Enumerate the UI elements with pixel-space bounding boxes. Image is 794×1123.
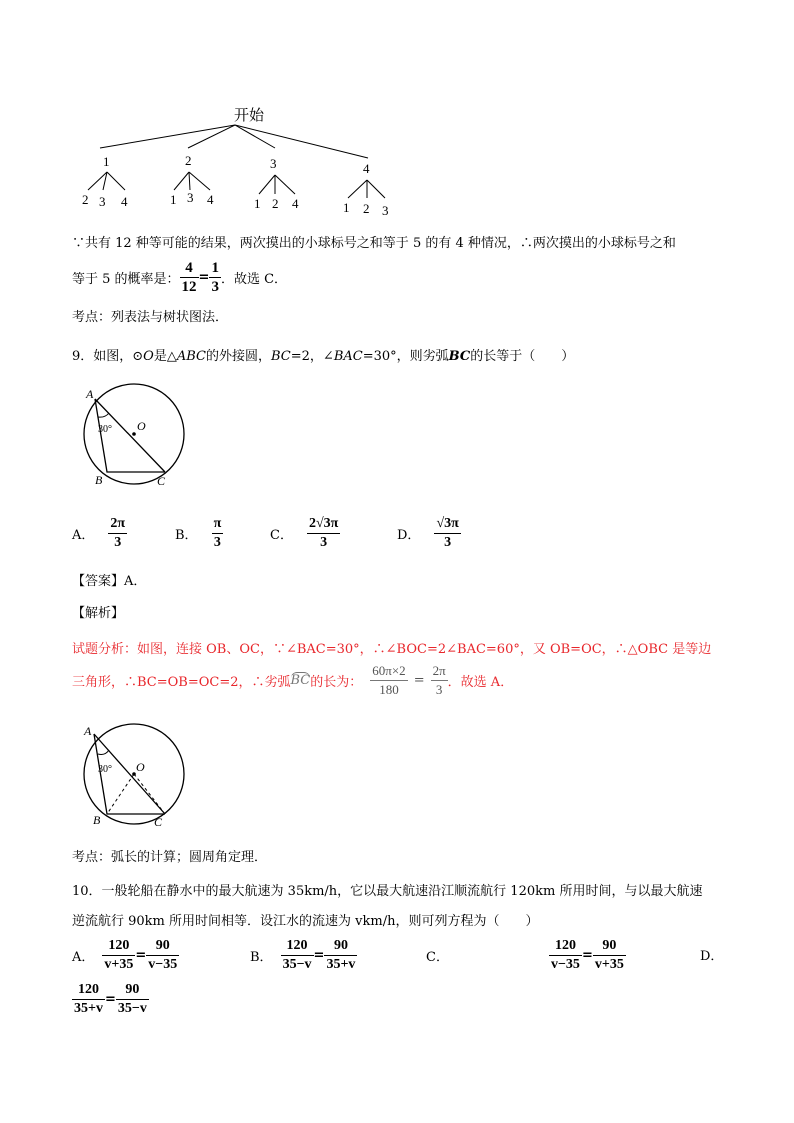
fraction-numerator: 60π×2 — [370, 662, 407, 681]
q9-analysis-line2 — [72, 660, 513, 700]
point-A-label: A — [86, 387, 94, 401]
analysis-arc: BC — [290, 673, 311, 688]
tree-leaf: 1 — [170, 192, 177, 207]
equals-sign: = — [104, 991, 116, 1007]
tree-node-1: 1 — [103, 154, 110, 169]
option-letter: A． — [72, 949, 95, 965]
option-fraction — [307, 515, 340, 552]
tree-leaf: 1 — [254, 196, 261, 211]
q8-line2-pre: 等于 5 的概率是： — [72, 271, 180, 287]
fraction-numerator: 120 — [549, 937, 582, 956]
option-letter: B． — [175, 527, 198, 543]
tree-node-2: 2 — [185, 153, 192, 168]
point-A-label: A — [84, 724, 92, 738]
fraction-denominator: 3 — [444, 534, 452, 550]
fraction-numerator: 2π — [108, 515, 127, 534]
tree-leaf: 2 — [363, 201, 370, 216]
calc-fraction-result — [431, 662, 448, 699]
fraction-numerator: 90 — [324, 937, 357, 956]
analysis-text: 的长为： — [310, 674, 363, 690]
tree-leaf: 3 — [382, 203, 389, 218]
q9-kaodian: 考点：弧长的计算；圆周角定理． — [72, 850, 268, 865]
tree-leaf: 1 — [343, 200, 350, 215]
q9-analysis-line1: 试题分析：如图，连接 OB、OC，∵∠BAC=30°，∴∠BOC=2∠BAC=60°，又 OB=OC，∴△OBC 是等边 — [72, 642, 712, 657]
q10-option-a[interactable] — [72, 934, 179, 976]
q8-line2-post: ．故选 C． — [220, 271, 288, 287]
fraction-numerator: 120 — [281, 937, 314, 956]
q9-answer: 【答案】A． — [72, 574, 147, 589]
equals-sign: = — [135, 947, 147, 963]
option-letter: A． — [72, 527, 95, 543]
equals-sign: = — [313, 947, 325, 963]
equals-sign: = — [581, 947, 593, 963]
q10-line1: 10．一般轮船在静水中的最大航速为 35km/h，它以最大航速沿江顺流航行 120km 所用时间，与以最大航速 — [72, 884, 703, 899]
fraction-denominator: 35−v — [117, 1000, 147, 1016]
tree-leaf: 2 — [272, 196, 279, 211]
q9-option-d[interactable] — [397, 512, 461, 554]
fraction-numerator: 90 — [593, 937, 626, 956]
option-fraction-left — [102, 937, 135, 974]
fraction-denominator: 12 — [181, 278, 197, 295]
point-B-label: B — [95, 473, 103, 487]
equals-sign: = — [413, 672, 425, 688]
analysis-text: ．故选 A． — [447, 674, 514, 690]
angle-label: 30° — [98, 764, 112, 775]
tree-root: 开始 — [234, 108, 265, 124]
tree-node-4: 4 — [363, 161, 370, 176]
fraction-denominator: 3 — [213, 534, 221, 550]
equals-sign: = — [198, 269, 210, 285]
q9-stem-arc: BC — [448, 349, 471, 364]
fraction-denominator: 35−v — [282, 956, 312, 972]
q8-fraction-2 — [209, 259, 221, 296]
option-letter: B． — [250, 949, 273, 965]
tree-diagram — [70, 100, 430, 225]
option-fraction-left — [72, 981, 105, 1018]
fraction-numerator: 120 — [72, 981, 105, 1000]
fraction-numerator: 4 — [180, 259, 199, 278]
q8-kaodian: 考点：列表法与树状图法． — [72, 310, 229, 325]
point-B-label: B — [93, 813, 101, 827]
fraction-denominator: 3 — [114, 534, 122, 550]
tree-leaf: 2 — [82, 192, 89, 207]
fraction-numerator: √3π — [434, 515, 460, 534]
q10-line2: 逆流航行 90km 所用时间相等．设江水的流速为 vkm/h，则可列方程为（ ） — [72, 914, 539, 929]
option-letter: D． — [397, 527, 421, 543]
option-fraction-right — [146, 937, 179, 974]
q9-stem-text: 是△ — [153, 349, 177, 364]
angle-label: 30° — [98, 424, 112, 435]
fraction-numerator: 1 — [211, 259, 219, 276]
fraction-numerator: 90 — [116, 981, 149, 1000]
q9-analysis-title: 【解析】 — [72, 606, 125, 621]
tree-leaf: 3 — [187, 190, 194, 205]
analysis-text: 三角形，∴BC=OB=OC=2，∴劣弧 — [72, 674, 291, 690]
option-fraction-right — [324, 937, 357, 974]
fraction-denominator: 3 — [320, 534, 328, 550]
fraction-denominator: v−35 — [550, 956, 580, 972]
fraction-denominator: 35+v — [326, 956, 356, 972]
fraction-denominator: v+35 — [594, 956, 624, 972]
q9-stem-text: =2，∠ — [290, 349, 334, 364]
option-fraction-left — [549, 937, 582, 974]
q9-circle-figure — [78, 382, 193, 492]
tree-leaf: 3 — [99, 194, 106, 209]
fraction-numerator: 120 — [102, 937, 135, 956]
fraction-denominator: 3 — [211, 278, 219, 295]
q9-stem-text: =30°，则劣弧 — [362, 349, 449, 364]
point-O-label: O — [136, 760, 145, 774]
fraction-denominator: v+35 — [104, 956, 134, 972]
q9-option-b[interactable] — [175, 512, 223, 554]
option-fraction — [212, 515, 224, 552]
option-fraction — [108, 515, 127, 552]
q10-option-d-letter[interactable]: D． — [700, 949, 724, 964]
fraction-numerator: 90 — [146, 937, 179, 956]
q10-option-d[interactable] — [72, 978, 149, 1020]
point-C-label: C — [157, 474, 166, 488]
q9-stem-text: 的长等于（ ） — [470, 349, 575, 364]
q9-stem-var: BAC — [333, 349, 363, 364]
q10-option-c[interactable] — [426, 934, 626, 976]
q9-stem-text: 9．如图，⊙ — [72, 349, 144, 364]
option-letter: C． — [426, 949, 449, 965]
q9-stem-var: BC — [271, 349, 291, 364]
option-letter: C． — [270, 527, 293, 543]
calc-fraction — [370, 662, 407, 699]
fraction-denominator: 3 — [435, 681, 443, 697]
tree-node-3: 3 — [270, 156, 277, 171]
q9-stem-text: 的外接圆， — [205, 349, 271, 364]
option-fraction-left — [281, 937, 314, 974]
q8-line2 — [72, 257, 287, 297]
fraction-denominator: 180 — [379, 681, 399, 697]
tree-leaf: 4 — [292, 196, 299, 211]
q10-option-b[interactable] — [250, 934, 357, 976]
fraction-denominator: v−35 — [148, 956, 178, 972]
option-fraction — [434, 515, 460, 552]
q9-stem-var: ABC — [176, 349, 206, 364]
q8-fraction-1 — [180, 259, 199, 296]
q9-stem — [72, 345, 574, 364]
fraction-numerator: 2π — [431, 662, 448, 681]
q9-stem-var: O — [143, 349, 154, 364]
tree-leaf: 4 — [121, 194, 128, 209]
tree-leaf: 4 — [207, 192, 214, 207]
q9-option-a[interactable] — [72, 512, 127, 554]
point-O-label: O — [137, 419, 146, 433]
q9-option-c[interactable] — [270, 512, 340, 554]
q8-line1: ∵共有 12 种等可能的结果，两次摸出的小球标号之和等于 5 的有 4 种情况，∴两次摸出的小球标号之和 — [72, 236, 676, 251]
option-fraction-right — [116, 981, 149, 1018]
fraction-numerator: 2√3π — [307, 515, 340, 534]
option-fraction-right — [593, 937, 626, 974]
fraction-denominator: 35+v — [74, 1000, 103, 1016]
fraction-numerator: π — [212, 515, 224, 534]
point-C-label: C — [154, 815, 163, 829]
q9-circle-figure-2 — [78, 722, 193, 832]
